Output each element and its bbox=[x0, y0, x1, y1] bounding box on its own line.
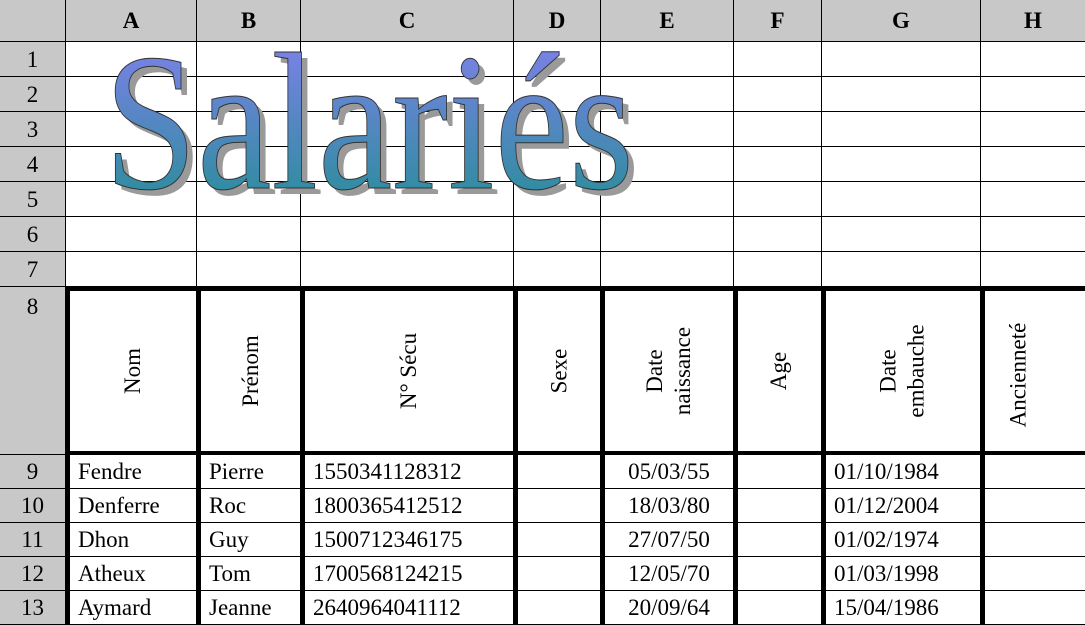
empty-cell[interactable] bbox=[301, 252, 514, 287]
empty-cell[interactable] bbox=[197, 147, 301, 182]
data-cell-sexe[interactable] bbox=[514, 489, 601, 523]
empty-cell[interactable] bbox=[514, 147, 601, 182]
empty-cell[interactable] bbox=[301, 112, 514, 147]
row-header-7[interactable]: 7 bbox=[0, 252, 66, 287]
header-cell-sexe[interactable] bbox=[514, 287, 601, 455]
data-cell-nsecu[interactable]: 1550341128312 bbox=[301, 455, 514, 489]
empty-cell[interactable] bbox=[822, 217, 981, 252]
empty-cell[interactable] bbox=[822, 252, 981, 287]
empty-cell[interactable] bbox=[822, 42, 981, 77]
empty-cell[interactable] bbox=[66, 112, 197, 147]
data-cell-embauche[interactable]: 01/03/1998 bbox=[822, 557, 981, 591]
row-header-1[interactable]: 1 bbox=[0, 42, 66, 77]
data-cell-naissance[interactable]: 20/09/64 bbox=[601, 591, 734, 625]
data-cell-nsecu[interactable]: 1800365412512 bbox=[301, 489, 514, 523]
data-cell-age[interactable] bbox=[734, 591, 822, 625]
data-cell-sexe[interactable] bbox=[514, 523, 601, 557]
empty-cell[interactable] bbox=[301, 42, 514, 77]
empty-cell[interactable] bbox=[822, 77, 981, 112]
row-header-10[interactable]: 10 bbox=[0, 489, 66, 523]
data-cell-age[interactable] bbox=[734, 489, 822, 523]
empty-cell[interactable] bbox=[734, 112, 822, 147]
empty-cell[interactable] bbox=[981, 217, 1085, 252]
data-cell-nom[interactable]: Denferre bbox=[66, 489, 197, 523]
header-cell-date-embauche[interactable] bbox=[822, 287, 981, 455]
header-date-embauche-line1: Date bbox=[875, 349, 901, 393]
header-prenom-label: Prénom bbox=[237, 335, 263, 407]
empty-cell[interactable] bbox=[66, 252, 197, 287]
data-cell-age[interactable] bbox=[734, 455, 822, 489]
data-cell-sexe[interactable] bbox=[514, 557, 601, 591]
column-header-f[interactable]: F bbox=[734, 0, 822, 42]
empty-cell[interactable] bbox=[197, 252, 301, 287]
data-cell-nom[interactable]: Aymard bbox=[66, 591, 197, 625]
header-date-naissance-label bbox=[641, 327, 697, 415]
row-header-13[interactable]: 13 bbox=[0, 591, 66, 625]
empty-cell[interactable] bbox=[601, 252, 734, 287]
data-cell-embauche[interactable]: 15/04/1986 bbox=[822, 591, 981, 625]
header-date-naissance-line1: Date bbox=[641, 349, 667, 393]
data-cell-embauche[interactable]: 01/12/2004 bbox=[822, 489, 981, 523]
row-header-6[interactable]: 6 bbox=[0, 217, 66, 252]
data-cell-prenom[interactable]: Guy bbox=[197, 523, 301, 557]
data-cell-anciennete[interactable] bbox=[981, 489, 1085, 523]
data-cell-age[interactable] bbox=[734, 523, 822, 557]
empty-cell[interactable] bbox=[734, 217, 822, 252]
empty-cell[interactable] bbox=[601, 112, 734, 147]
header-date-embauche-line2: embauche bbox=[903, 324, 929, 418]
column-header-b[interactable]: B bbox=[197, 0, 301, 42]
data-cell-prenom[interactable]: Tom bbox=[197, 557, 301, 591]
data-cell-embauche[interactable]: 01/10/1984 bbox=[822, 455, 981, 489]
row-header-3[interactable]: 3 bbox=[0, 112, 66, 147]
header-cell-prenom[interactable] bbox=[197, 287, 301, 455]
header-date-embauche-label bbox=[875, 324, 931, 417]
empty-cell[interactable] bbox=[734, 182, 822, 217]
header-nom-label: Nom bbox=[120, 348, 145, 394]
data-cell-age[interactable] bbox=[734, 557, 822, 591]
data-cell-nsecu[interactable]: 1500712346175 bbox=[301, 523, 514, 557]
empty-cell[interactable] bbox=[197, 112, 301, 147]
data-cell-nsecu[interactable]: 1700568124215 bbox=[301, 557, 514, 591]
column-header-g[interactable]: G bbox=[822, 0, 981, 42]
column-header-a[interactable]: A bbox=[66, 0, 197, 42]
data-cell-anciennete[interactable] bbox=[981, 523, 1085, 557]
data-cell-naissance[interactable]: 05/03/55 bbox=[601, 455, 734, 489]
data-cell-prenom[interactable]: Jeanne bbox=[197, 591, 301, 625]
empty-cell[interactable] bbox=[601, 182, 734, 217]
header-nsecu-label: N° Sécu bbox=[396, 332, 421, 410]
data-cell-prenom[interactable]: Roc bbox=[197, 489, 301, 523]
empty-cell[interactable] bbox=[981, 147, 1085, 182]
empty-cell[interactable] bbox=[822, 182, 981, 217]
empty-cell[interactable] bbox=[301, 77, 514, 112]
empty-cell[interactable] bbox=[301, 217, 514, 252]
empty-cell[interactable] bbox=[514, 42, 601, 77]
empty-cell[interactable] bbox=[514, 77, 601, 112]
row-header-11[interactable]: 11 bbox=[0, 523, 66, 557]
empty-cell[interactable] bbox=[301, 182, 514, 217]
empty-cell[interactable] bbox=[981, 252, 1085, 287]
empty-cell[interactable] bbox=[66, 182, 197, 217]
empty-cell[interactable] bbox=[514, 217, 601, 252]
empty-cell[interactable] bbox=[601, 147, 734, 182]
data-cell-embauche[interactable]: 01/02/1974 bbox=[822, 523, 981, 557]
empty-cell[interactable] bbox=[514, 252, 601, 287]
empty-cell[interactable] bbox=[734, 77, 822, 112]
header-cell-date-naissance[interactable] bbox=[601, 287, 734, 455]
data-cell-sexe[interactable] bbox=[514, 455, 601, 489]
header-cell-age[interactable] bbox=[734, 287, 822, 455]
header-anciennete-label: Ancienneté bbox=[1005, 322, 1031, 428]
empty-cell[interactable] bbox=[734, 147, 822, 182]
empty-cell[interactable] bbox=[601, 42, 734, 77]
empty-cell[interactable] bbox=[197, 42, 301, 77]
wordart-shadow: Salariés bbox=[110, 20, 640, 205]
data-cell-nom[interactable]: Fendre bbox=[66, 455, 197, 489]
row-header-8[interactable]: 8 bbox=[0, 287, 66, 455]
row-header-2[interactable]: 2 bbox=[0, 77, 66, 112]
data-cell-naissance[interactable]: 18/03/80 bbox=[601, 489, 734, 523]
data-cell-nom[interactable]: Atheux bbox=[66, 557, 197, 591]
data-cell-anciennete[interactable] bbox=[981, 557, 1085, 591]
select-all-corner[interactable] bbox=[0, 0, 66, 42]
column-header-d[interactable]: D bbox=[514, 0, 601, 42]
data-cell-anciennete[interactable] bbox=[981, 591, 1085, 625]
empty-cell[interactable] bbox=[601, 217, 734, 252]
empty-cell[interactable] bbox=[514, 112, 601, 147]
data-cell-sexe[interactable] bbox=[514, 591, 601, 625]
row-header-4[interactable]: 4 bbox=[0, 147, 66, 182]
empty-cell[interactable] bbox=[822, 147, 981, 182]
column-header-e[interactable]: E bbox=[601, 0, 734, 42]
row-header-12[interactable]: 12 bbox=[0, 557, 66, 591]
empty-cell[interactable] bbox=[197, 182, 301, 217]
empty-cell[interactable] bbox=[981, 182, 1085, 217]
empty-cell[interactable] bbox=[981, 112, 1085, 147]
empty-cell[interactable] bbox=[981, 77, 1085, 112]
header-cell-nsecu[interactable] bbox=[301, 287, 514, 455]
data-cell-nsecu[interactable]: 2640964041112 bbox=[301, 591, 514, 625]
header-date-naissance-line2: naissance bbox=[669, 326, 695, 416]
empty-cell[interactable] bbox=[66, 217, 197, 252]
empty-cell[interactable] bbox=[822, 112, 981, 147]
empty-cell[interactable] bbox=[981, 42, 1085, 77]
data-cell-anciennete[interactable] bbox=[981, 455, 1085, 489]
empty-cell[interactable] bbox=[734, 252, 822, 287]
empty-cell[interactable] bbox=[197, 217, 301, 252]
empty-cell[interactable] bbox=[514, 182, 601, 217]
empty-cell[interactable] bbox=[301, 147, 514, 182]
empty-cell[interactable] bbox=[734, 42, 822, 77]
row-header-5[interactable]: 5 bbox=[0, 182, 66, 217]
data-cell-nom[interactable]: Dhon bbox=[66, 523, 197, 557]
wordart-text: Salariés bbox=[104, 14, 634, 205]
header-cell-anciennete[interactable] bbox=[981, 287, 1085, 455]
data-cell-prenom[interactable]: Pierre bbox=[197, 455, 301, 489]
empty-cell[interactable] bbox=[66, 77, 197, 112]
data-cell-naissance[interactable]: 27/07/50 bbox=[601, 523, 734, 557]
row-header-9[interactable]: 9 bbox=[0, 455, 66, 489]
data-cell-naissance[interactable]: 12/05/70 bbox=[601, 557, 734, 591]
column-header-c[interactable]: C bbox=[301, 0, 514, 42]
empty-cell[interactable] bbox=[197, 77, 301, 112]
empty-cell[interactable] bbox=[601, 77, 734, 112]
column-header-h[interactable]: H bbox=[981, 0, 1085, 42]
header-age-label: Age bbox=[766, 351, 792, 391]
header-cell-nom[interactable] bbox=[66, 287, 197, 455]
empty-cell[interactable] bbox=[66, 147, 197, 182]
header-sexe-label: Sexe bbox=[546, 348, 571, 394]
empty-cell[interactable] bbox=[66, 42, 197, 77]
